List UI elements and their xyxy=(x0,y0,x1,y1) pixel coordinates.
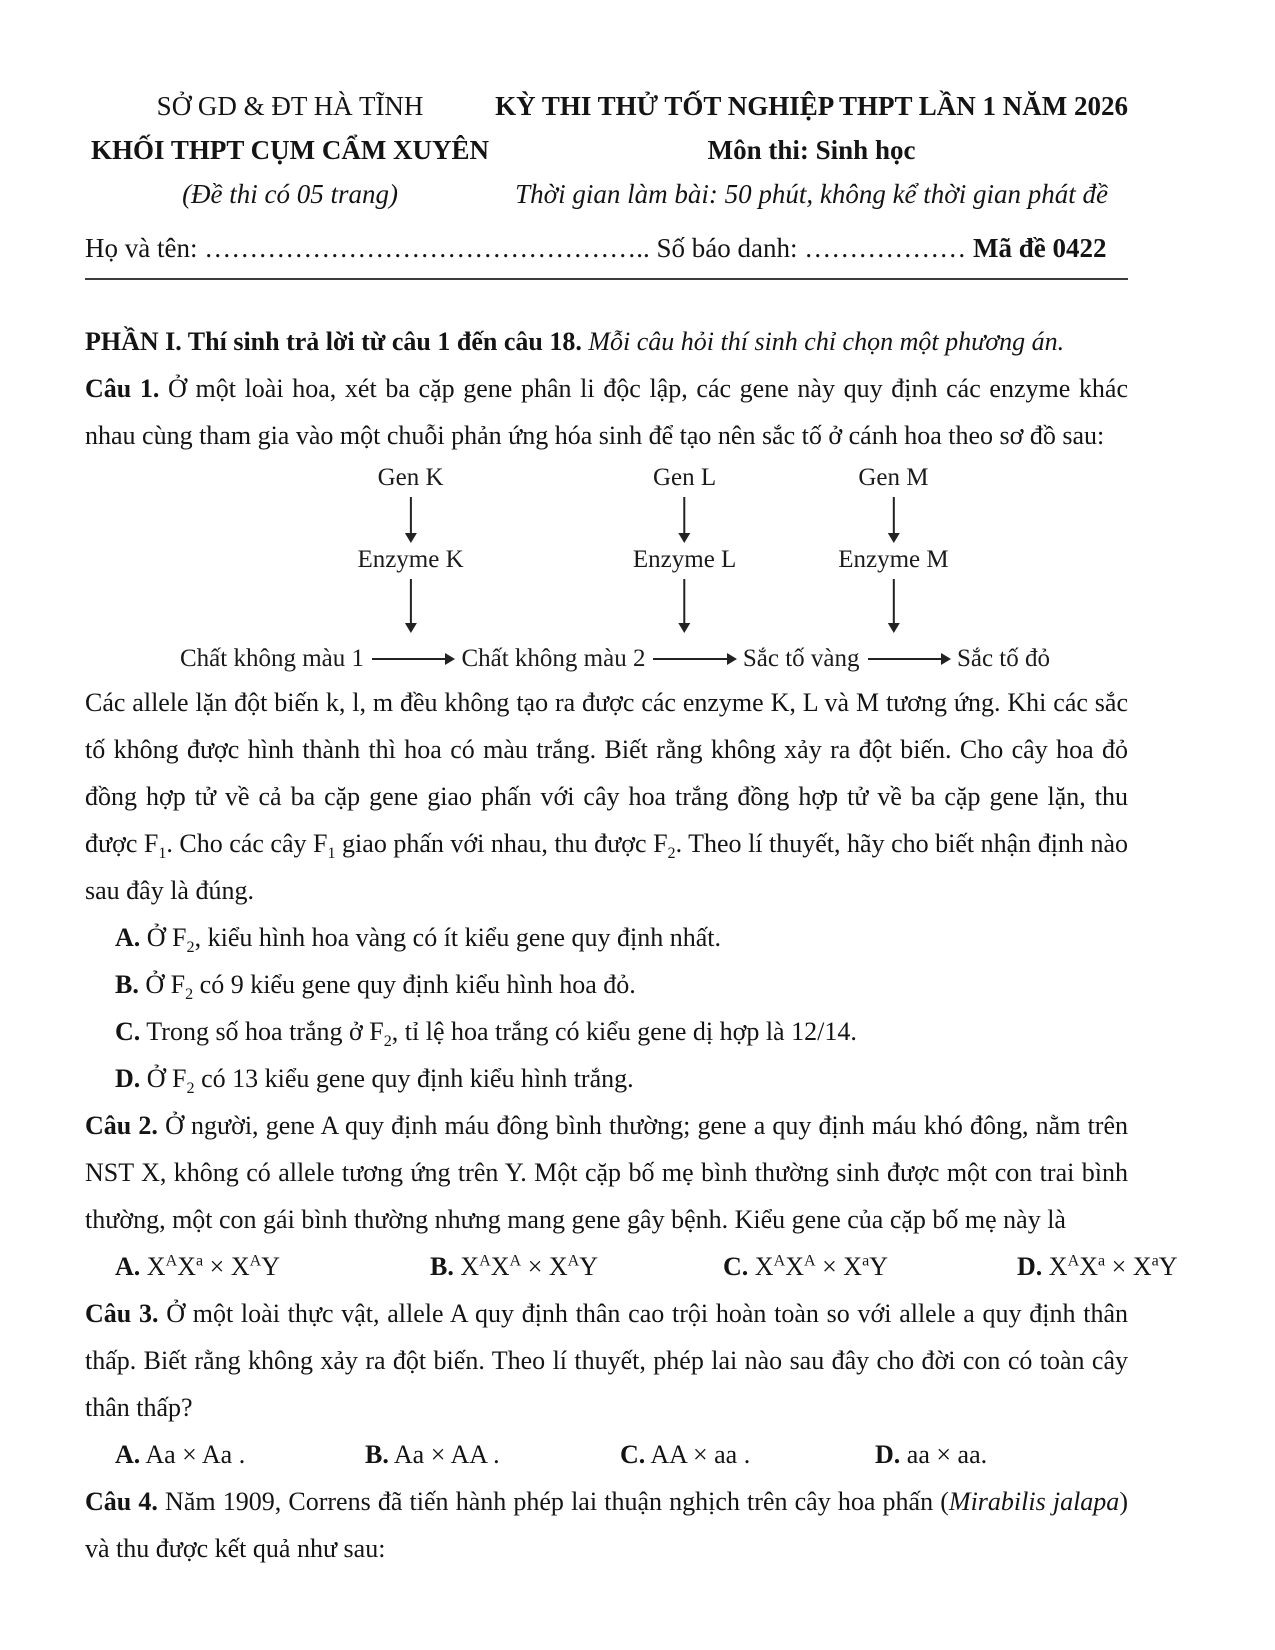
question-4-stem: Câu 4. Năm 1909, Correns đã tiến hành phép lai thuận nghịch trên cây hoa phấn (Mirabilis jalapa) và thu được kết quả như sau: xyxy=(85,1487,1128,1563)
exam-title: KỲ THI THỬ TỐT NGHIỆP THPT LẦN 1 NĂM 2026 xyxy=(495,91,1128,121)
question-2-options xyxy=(85,1243,1178,1290)
gene-m-label: Gen M xyxy=(858,464,929,491)
option-a: A. Aa × Aa . xyxy=(115,1440,246,1469)
question-1-body: Các allele lặn đột biến k, l, m đều không tạo ra được các enzyme K, L và M tương ứng. Khi các sắc tố không được hình thành thì hoa có màu trắng. Biết rằng không xảy ra đột biến. Cho cây hoa đỏ đồng hợp tử về cả ba cặp gene giao phấn với cây hoa trắng đồng hợp tử về ba cặp gene lặn, thu được $F_1$. Cho các cây $F_1$ giao phấn với nhau, thu được $F_2$. Theo lí thuyết, hãy cho biết nhận định nào sau đây là đúng. xyxy=(85,688,1128,905)
option-d: D. $X^AX^a \times X^aY$ xyxy=(1017,1252,1178,1281)
question-1-options xyxy=(85,914,1128,1102)
question-2-stem: Câu 2. Ở người, gene A quy định máu đông bình thường; gene a quy định máu khó đông, nằm trên NST X, không có allele tương ứng trên Y. Một cặp bố mẹ bình thường sinh được một con trai bình thường, một con gái bình thường nhưng mang gene gây bệnh. Kiểu gene của cặp bố mẹ này là xyxy=(85,1111,1128,1234)
chain-node-colorless-2: Chất không màu 2 xyxy=(461,645,646,672)
enzyme-m-label: Enzyme M xyxy=(838,546,949,573)
option-c: C. Trong số hoa trắng ở $F_2$, tỉ lệ hoa trắng có kiểu gene dị hợp là 12/14. xyxy=(115,1017,857,1051)
biochem-pathway-diagram xyxy=(180,463,1050,675)
chain-node-red-pigment: Sắc tố đỏ xyxy=(956,645,1050,672)
down-arrow-icon xyxy=(684,497,686,541)
question-3-stem: Câu 3. Ở một loài thực vật, allele A quy định thân cao trội hoàn toàn so với allele a quy định thân thấp. Biết rằng không xảy ra đột biến. Theo lí thuyết, phép lai nào sau đây cho đời con có toàn cây thân thấp? xyxy=(85,1299,1128,1422)
option-d: D. aa × aa. xyxy=(875,1440,988,1469)
option-d: D. Ở $F_2$ có 13 kiểu gene quy định kiểu hình trắng. xyxy=(115,1064,634,1098)
down-arrow-icon xyxy=(892,579,894,631)
enzyme-l-label: Enzyme L xyxy=(632,546,737,573)
candidate-info-line xyxy=(85,228,1128,268)
option-c: C. $X^AX^A \times X^aY$ xyxy=(723,1252,889,1281)
exam-code: Mã đề 0422 xyxy=(972,233,1107,263)
option-b: B. Aa × AA . xyxy=(365,1440,500,1469)
header-divider xyxy=(85,278,1128,280)
chain-node-colorless-1: Chất không màu 1 xyxy=(180,645,365,672)
down-arrow-icon xyxy=(684,579,686,631)
duration-line: Thời gian làm bài: 50 phút, không kể thời gian phát đề xyxy=(515,179,1108,209)
down-arrow-icon xyxy=(892,497,894,541)
down-arrow-icon xyxy=(410,579,412,631)
exam-header xyxy=(85,84,1128,280)
fullname-label: Họ và tên: xyxy=(85,233,205,263)
gene-l-label: Gen L xyxy=(653,464,717,491)
right-arrow-icon xyxy=(372,658,453,660)
option-b: B. Ở $F_2$ có 9 kiểu gene quy định kiểu hình hoa đỏ. xyxy=(115,970,636,1004)
department-name: SỞ GD & ĐT HÀ TĨNH xyxy=(156,91,424,121)
candidate-number-blank: ……………… xyxy=(804,233,973,263)
chain-node-yellow-pigment: Sắc tố vàng xyxy=(742,645,860,672)
pathway-column-k xyxy=(357,463,463,635)
exam-body xyxy=(85,318,1178,1572)
pathway-column-m xyxy=(838,463,948,635)
option-b: B. $X^AX^A \times X^AY$ xyxy=(430,1252,599,1281)
enzyme-k-label: Enzyme K xyxy=(357,546,464,573)
header-right-column xyxy=(495,84,1128,216)
option-a: A. Ở $F_2$, kiểu hình hoa vàng có ít kiểu gene quy định nhất. xyxy=(115,923,721,957)
right-arrow-icon xyxy=(653,658,734,660)
option-c: C. AA × aa . xyxy=(620,1440,751,1469)
down-arrow-icon xyxy=(410,497,412,541)
gene-k-label: Gen K xyxy=(377,464,444,491)
header-columns xyxy=(85,84,1128,216)
pathway-column-l xyxy=(633,463,736,635)
option-a: A. $X^AX^a \times X^AY$ xyxy=(115,1252,281,1281)
question-1-stem: Câu 1. Ở một loài hoa, xét ba cặp gene phân li độc lập, các gene này quy định các enzyme khác nhau cùng tham gia vào một chuỗi phản ứng hóa sinh để tạo nên sắc tố ở cánh hoa theo sơ đồ sau: xyxy=(85,374,1128,450)
question-3-options xyxy=(85,1431,1128,1478)
subject-line: Môn thi: Sinh học xyxy=(707,135,916,165)
candidate-number-label: Số báo danh: xyxy=(649,233,805,263)
right-arrow-icon xyxy=(868,658,949,660)
header-left-column xyxy=(85,84,495,216)
page-count-note: (Đề thi có 05 trang) xyxy=(182,179,399,209)
pathway-chain-row xyxy=(180,643,1050,675)
school-name: KHỐI THPT CỤM CẨM XUYÊN xyxy=(91,135,490,165)
part1-heading: PHẦN I. Thí sinh trả lời từ câu 1 đến câu 18. Mỗi câu hỏi thí sinh chỉ chọn một phương án. xyxy=(85,327,1065,356)
fullname-blank: ………………………………………….. xyxy=(204,233,650,263)
